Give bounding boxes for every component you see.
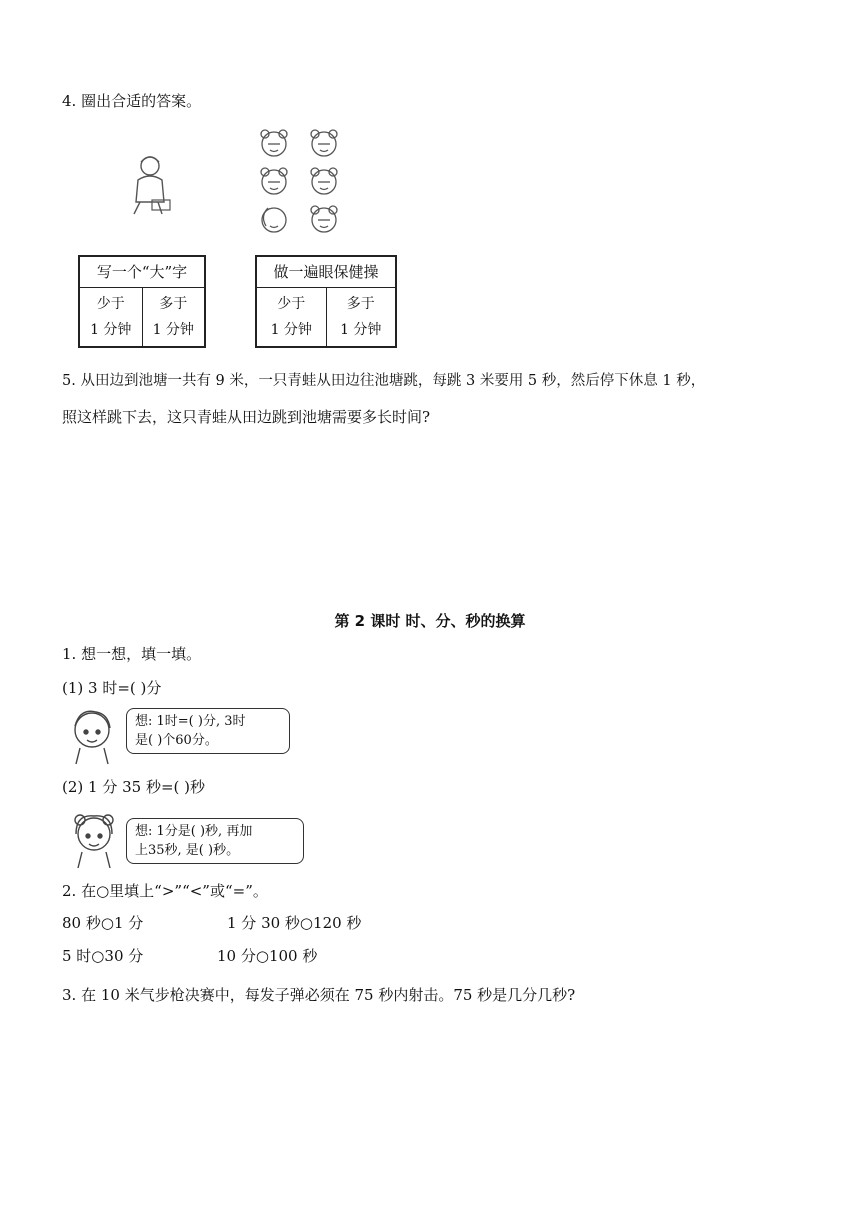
option-label: 1 分钟 [270, 322, 312, 338]
option-more-than-1-min[interactable] [326, 288, 396, 346]
answer-box-write-character [78, 255, 206, 348]
child-writing-illustration [122, 150, 182, 220]
hint-text: 想: 1时=( )分, 3时 [135, 714, 246, 729]
box-title: 写一个“大”字 [80, 257, 204, 288]
answer-box-eye-exercise [255, 255, 397, 348]
option-less-than-1-min[interactable] [80, 288, 142, 346]
option-label: 1 分钟 [152, 322, 194, 338]
option-label: 少于 [277, 296, 306, 312]
option-label: 少于 [96, 296, 125, 312]
question-5-line-2: 照这样跳下去，这只青蛙从田边跳到池塘需要多长时间? [62, 408, 431, 426]
option-label: 多于 [159, 296, 188, 312]
hint-text: 上35秒, 是( )秒。 [135, 843, 240, 858]
girl-avatar-icon [66, 808, 124, 870]
box-title: 做一遍眼保健操 [257, 257, 395, 288]
option-less-than-1-min[interactable] [257, 288, 326, 346]
s3-question-text: 3. 在 10 米气步枪决赛中，每发子弹必须在 75 秒内射击。75 秒是几分几秒? [62, 986, 576, 1004]
boy-avatar-icon [66, 704, 122, 766]
option-label: 1 分钟 [90, 322, 132, 338]
s1-part-2[interactable]: (2) 1 分 35 秒=( )秒 [62, 778, 205, 796]
option-label: 1 分钟 [340, 322, 382, 338]
hint-text: 想: 1分是( )秒, 再加 [135, 824, 253, 839]
question-5-line-1: 5. 从田边到池塘一共有 9 米，一只青蛙从田边往池塘跳，每跳 3 米要用 5 秒，然后停下休息 1 秒， [62, 373, 706, 389]
hint-text: 是( )个60分。 [135, 733, 218, 748]
s2-question-text: 2. 在○里填上“>”“<”或“=”。 [62, 882, 268, 900]
s1-part-1[interactable]: (1) 3 时=( )分 [62, 679, 162, 697]
compare-item-c[interactable]: 5 时○30 分 [62, 947, 144, 965]
hint-bubble-2 [126, 818, 304, 864]
eye-exercise-illustration [256, 128, 356, 240]
option-more-than-1-min[interactable] [142, 288, 205, 346]
section-title: 第 2 课时 时、分、秒的换算 [334, 612, 526, 630]
s1-question-text: 1. 想一想，填一填。 [62, 645, 202, 663]
question-4-text: 4. 圈出合适的答案。 [62, 92, 202, 110]
compare-item-d[interactable]: 10 分○100 秒 [217, 947, 318, 965]
hint-bubble-1 [126, 708, 290, 754]
compare-item-a[interactable]: 80 秒○1 分 [62, 914, 144, 932]
option-label: 多于 [346, 296, 375, 312]
compare-item-b[interactable]: 1 分 30 秒○120 秒 [227, 914, 362, 932]
